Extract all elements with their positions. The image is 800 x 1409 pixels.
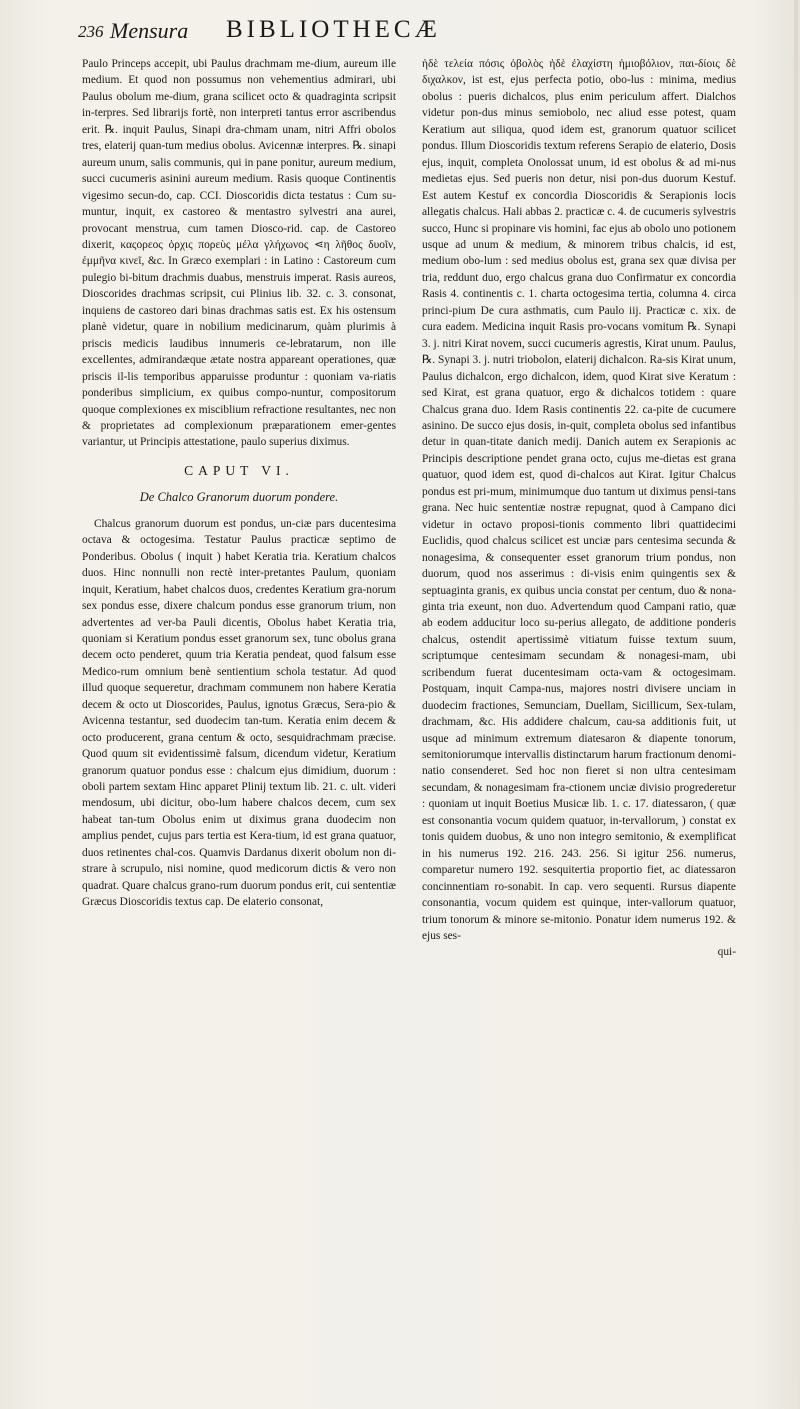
page-header (78, 10, 798, 48)
catchword: qui- (717, 946, 736, 959)
left-paragraph-2: Chalcus granorum duorum est pondus, un-ciæ pars ducentesima octava & octogesima. Testatur Paulus practicæ septimo de Ponderibus. Obolus ( inquit ) habet Keratia tria. Keratium chalcos duos. Hinc nonnulli non rectè inter-pretantes Paulum, quoniam inquit, Keratium, habet chalcos duos, credentes Keratium gra-norum sex pondus esse, dixere chalcum pondus esse granorum trium, non advertentes ad ver-ba Pauli dicentis, Obolus habet Keratia tria, quoniam si Keratium pondus esset granorum sex, tunc obolus grana decem octo penderet, quum tria Keratia pendeat, quod falsum esse Medico-rum omnium benè sentientium schola testatur. Ad quod illud quoque sequeretur, drachmam communem non habere Keratia decem & octo ut Dioscorides, Paulus, ignotus Græcus, Sera-pio & Avicenna testantur, sed duodecim tan-tum. Keratia enim decem & octo producerent, grana centum & octo, sesquidrachmam præcise. Quod quum sit evidentissimè falsum, dicendum videtur, Keratium granorum quatuor pondus esse : chalcum ejus dimidium, duorum : oboli partem sextam Hinc apparet Plinij textum lib. 21. c. ult. videri mendosum, ubi dicitur, obo-lum habere chalcos decem, cum sex habeat tan-tum Obolus enim ut diximus grana duodecim non amplius pendet, cujus pars tertia est Kera-tium, id est grana quatuor, duos retinentes chal-cos. Quamvis Dardanus dixerit obolum non di-strare à scrupulo, nisi nomine, quod medicorum dictis & vero non quadrat. Quare chalcus grano-rum duorum pondus erit, cui sententiæ Græcus Dioscoridis textus cap. De elaterio consonat, (82, 517, 396, 909)
chapter-heading: CAPUT VI. (184, 462, 294, 478)
right-paragraph-1: ἡδὲ τελεία πόσις ὀβολὸς ἡδὲ ἐλαχίστη ἡμιοβόλιον, παι-δίοις δὲ διχαλκον, ist est, ejus perfecta potio, obo-lus : minima, medius obolus : pueris dichalcos, plus enim periculum affert. Dialchos videtur pon-dus minus semiobolo, nec aliud esse potest, quam Keratium aut siliqua, quod idem est, granorum quatuor scilicet pondus. Illum Dioscoridis textum referens Serapio de elaterio, Dosis ejus, inquit, completa Onolossat unum, id est obolus & ad mi-nus medietas ejus. Sed pueris non detur, nisi pon-dus duorum Kestuf. Est autem Kestuf ex concordia Dioscoridis & Serapionis locis allegatis chalcus. Hali abbas 2. practicæ c. 4. de cucumeris sylvestris succo, Hunc si propinare vis homini, fac ejus ab obolo uno potionem usque ad unum & medium, & minorem tribus chalcis, id est, medium obo-lum : sed medius obolus est, grana sex quæ divisa per tria, reddunt duo, ergo chalcus grana duo Confirmatur ex concordia Rasis 4. continentis c. 1. charta octogesima tertia, columna 4. circa princi-pium De cura asthmatis, cum Paulo iij. Practicæ c. xix. de cura eadem. Medicina inquit Rasis pro-vocans vomitum ℞. Synapi 3. j. nitri Kirat novem, succi cucumeris agrestis, Kirat unum. Paulus, ℞. Synapi 3. j. nutri triobolon, elaterij dichalcon. Ra-sis Kirat unum, Paulus dichalcon, ergo dichalcon, idem, quod Kirat sive Keratum : sed Kirat, est grana quatuor, ergo & dichalcos totidem : quare Chalcus grana duo. Idem Rasis continentis 22. ca-pite de cucumere asinino. De succo ejus dosis, in-quit, completa obolus sed infantibus detur in quan-titate danich medij. Danich autem ex Serapionis ac Principis descriptione pendet grana octo, cujus me-dietas est grana quatuor, quod idem est, quod di-chalcos aut Kirat. Igitur Chalcus pondus est pri-mum, minimumque duo tantum ut diximus pensi-tans grana. Nec huic sententiæ nostræ repugnat, quod à Campano dici videtur in octavo proposi-tionis commento libri quattidecimi Euclidis, quod chalcus scilicet est unciæ pars centesima secunda & nonagesima, & consequenter esset granorum trium pondus, non duorum, quod nos asserimus : di-visis enim quingentis sex & septuaginta granis, ex quibus uncia constat per centum, duo & nona-ginta tria exeunt, non duo. Advertendum quod Campani ratio, quæ ab eodem adducitur loco su-perius allegato, de additione ponderis chalcus, ostendit apertissimè vitiatum fuisse textum suum, scriptumque centesimam secundam & nonagesi-mam, ubi scribendum fuerat ducentesimam octa-vam & octogesimam. Postquam, inquit Campa-nus, majores nostri divisere unciam in duodecim fractiones, Semunciam, Duellam, Sicillicum, Sex-tulam, drachmam, &c. His addidere chalcum, cau-sa additionis fuit, ut usque ad minimum extremum diatesaron & diapente tonorum, semitoniorumque intervallis distinctarum harum fractionum denomi-natio consenderet. Sed hoc non fieret si non ultra centesimam secundam, & nonagesimam fra-ctionem unciæ divisio progrederetur : quoniam ut inquit Boetius Musicæ lib. 1. c. 17. diatessaron, ( quæ est consonantia vocum quidem quatuor, in-tervallorum, ) constat ex tonis quidem duobus, & uno non integro semitonio, & exemplificat in his numerus 192. 216. 243. 256. Si igitur 256. numerus, comparetur numero 192. sesquitertia proportio fiet, ac diatessaron concinnentiam ro-sonabit. In cap. vero sequenti. Rursus diapente consonantia, vocum quidem est quinque, inter-vallorum quatuor, trium tonorum & minore se-mitonio. Ponatur idem numerus 192. & ejus ses- (422, 58, 736, 943)
page-edge (794, 0, 798, 1409)
page-number: 236 (78, 22, 104, 41)
left-paragraph-1: Paulo Princeps accepit, ubi Paulus drachmam me-dium, aureum ille medium. Et quod non possumus non vehementius admirari, ubi Paulus obolum me-dium, grana scilicet octo & quadraginta scripsit in-terpres. Sed librarijs fortè, non interpreti tantus error ascribendus erit. ℞. inquit Paulus, Sinapi dra-chmam unam, nitri Affri obolos tres, elaterij quan-tum medius obolus. Avicennæ interpres. ℞. sinapi aureum unum, salis communis, qui in pane ponitur, aureum medium, succi cucumeris asinini aureum medium. Rasis quoque Continentis vigesimo secun-do, cap. CCI. Dioscoridis dicta testatus : Cum su-muntur, inquit, ex castoreo & mentastro sylvestri ana aurei, provocant menstrua, cum tamen Diosco-rid. cap. de Castoreo dixerit, καςορεος ὁρχις πορεὺς μέλα γλήχωνος ⋖η λῆθος δυοῖν, ἐμμῆνα κινεῖ, &c. In Græco exemplari : in Latino : Castoreum cum pulegio bi-bitum drachmis duabus, menstruis imperat. Rasis aureos, Dioscorides drachmas scripsit, cui Plinius lib. 32. c. 3. consonat, inquiens de castoreo dari binas drachmas satis est. Ex his ostensum planè videtur, quare in nobilium medicinarum, quàm plurimis à priscis medicis laudibus innumeris ce-lebratarum, non ille excellentes, admirandæque ætate nostra appareant operationes, quæ priscis il-lis temporibus apparuisse produntur : quoniam va-riatis ponderibus simplicium, ex quibus compo-nuntur, compositorum quoque complexiones ex misciblium refractione resultantes, nec non & proprietates ad complexionum præparationem emer-gentes variantur, ut Principis attestatione, paulo superius diximus. (82, 58, 396, 449)
running-title: Mensura (110, 18, 189, 43)
running-head: BIBLIOTHECÆ (226, 16, 441, 43)
chapter-title: De Chalco Granorum duorum pondere. (139, 490, 339, 505)
right-column (422, 56, 736, 961)
left-column (82, 56, 396, 911)
